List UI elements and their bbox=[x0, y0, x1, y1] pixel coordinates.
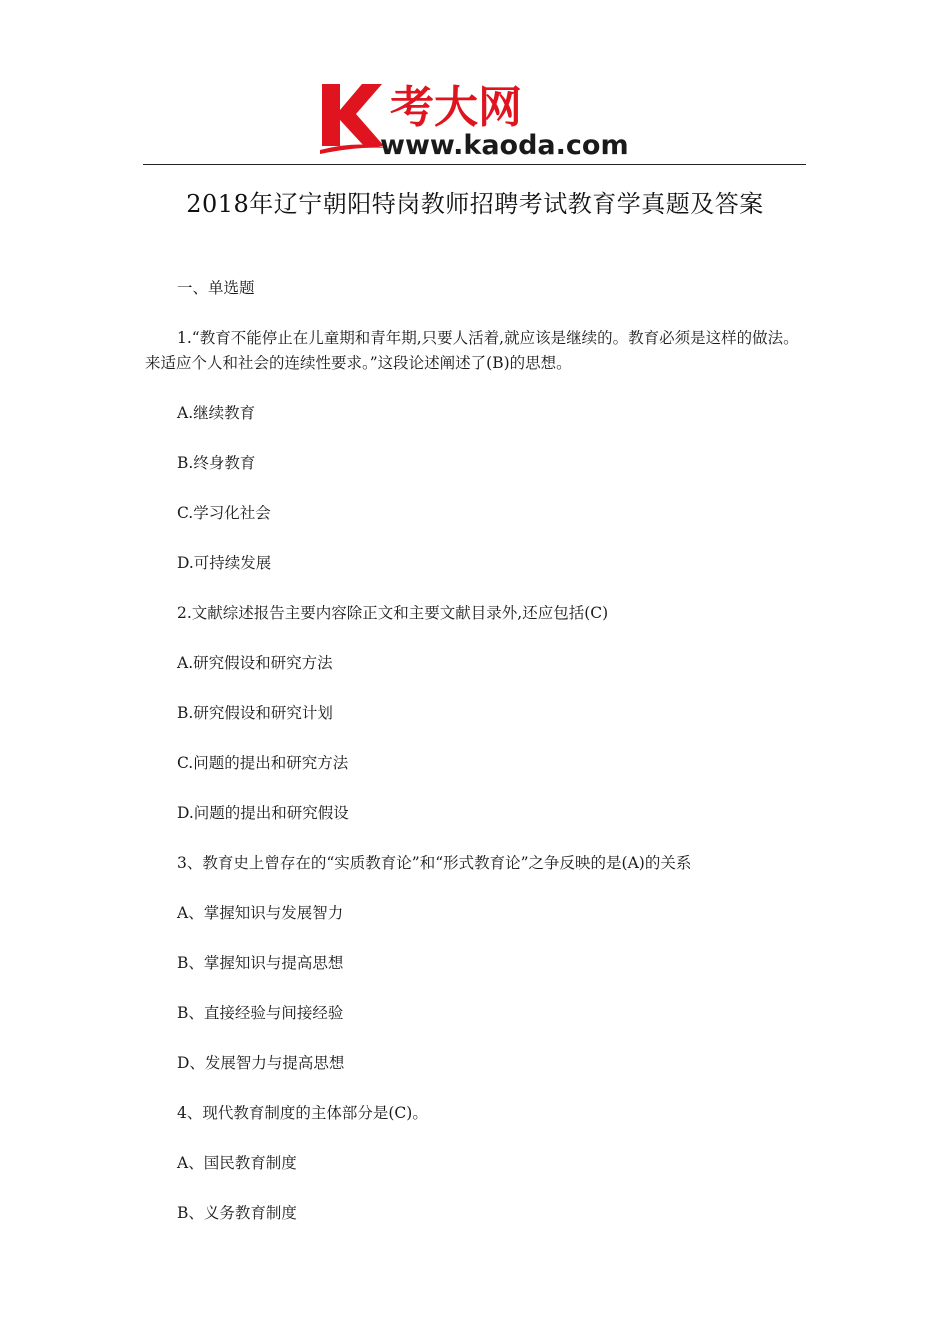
question-option: C.问题的提出和研究方法 bbox=[177, 754, 349, 772]
question-option: A、掌握知识与发展智力 bbox=[177, 904, 344, 922]
question-option: C.学习化社会 bbox=[177, 504, 271, 522]
section-heading: 一、单选题 bbox=[177, 279, 255, 297]
question-option: B、直接经验与间接经验 bbox=[177, 1004, 344, 1022]
question-stem: 4、现代教育制度的主体部分是(C)。 bbox=[177, 1104, 428, 1122]
document-body bbox=[145, 276, 810, 1251]
question-option: A、国民教育制度 bbox=[177, 1154, 297, 1172]
kaoda-logo-mark bbox=[318, 80, 638, 158]
question-option: B.研究假设和研究计划 bbox=[177, 704, 333, 722]
question-option: A.继续教育 bbox=[177, 404, 256, 422]
kaoda-logo bbox=[318, 80, 638, 158]
document-title: 2018年辽宁朝阳特岗教师招聘考试教育学真题及答案 bbox=[186, 190, 764, 218]
question-option: B.终身教育 bbox=[177, 454, 256, 472]
question-option: A.研究假设和研究方法 bbox=[177, 654, 333, 672]
question-stem: 3、教育史上曾存在的“实质教育论”和“形式教育论”之争反映的是(A)的关系 bbox=[177, 854, 692, 872]
question-option: D.问题的提出和研究假设 bbox=[177, 804, 349, 822]
question-option: D、发展智力与提高思想 bbox=[177, 1054, 345, 1072]
logo-domain-text: www.kaoda.com bbox=[380, 130, 629, 158]
header-divider bbox=[143, 164, 806, 165]
logo-brand-text: 考大网 bbox=[390, 82, 522, 133]
question-option: B、掌握知识与提高思想 bbox=[177, 954, 344, 972]
question-option: B、义务教育制度 bbox=[177, 1204, 297, 1222]
question-stem: 1.“教育不能停止在儿童期和青年期,只要人活着,就应该是继续的。教育必须是这样的做法。来适应个人和社会的连续性要求。”这段论述阐述了(B)的思想。 bbox=[145, 329, 799, 372]
logo-k-icon bbox=[322, 84, 384, 146]
question-stem: 2.文献综述报告主要内容除正文和主要文献目录外,还应包括(C) bbox=[177, 604, 609, 622]
question-option: D.可持续发展 bbox=[177, 554, 272, 572]
